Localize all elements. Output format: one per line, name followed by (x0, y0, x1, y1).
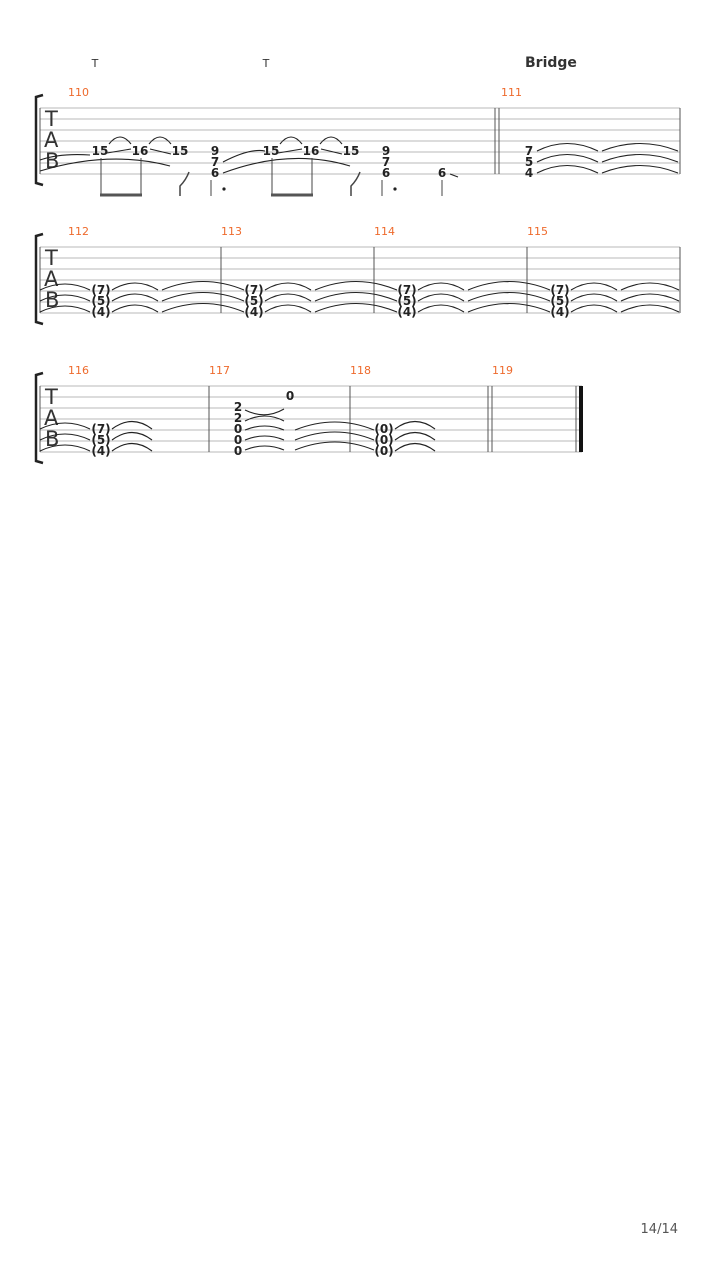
measure-number: 112 (68, 225, 89, 238)
tab-note: (4) (244, 305, 264, 319)
tab-note: 6 (381, 166, 391, 180)
tab-note: (5) (397, 294, 417, 308)
tab-note: 0 (233, 422, 243, 436)
tab-clef-t: T (45, 246, 58, 270)
tab-note: (0) (374, 422, 394, 436)
section-label: Bridge (525, 55, 577, 71)
staff-lines (40, 108, 680, 174)
tab-note: 0 (285, 389, 295, 403)
tab-note: 6 (437, 166, 447, 180)
tab-clef-b: B (45, 149, 60, 173)
tab-note: (7) (91, 283, 111, 297)
tab-clef-a: A (44, 267, 59, 291)
measure-number: 113 (221, 225, 242, 238)
tab-note: 15 (342, 144, 360, 158)
tab-note: 7 (210, 155, 220, 169)
system-2 (36, 225, 680, 324)
measure-number: 111 (501, 86, 522, 99)
tab-note: (4) (91, 305, 111, 319)
tab-note: (4) (91, 444, 111, 458)
tab-note: 15 (91, 144, 109, 158)
tab-clef-b: B (45, 427, 60, 451)
tap-marker: T (262, 57, 270, 70)
tab-note: (7) (91, 422, 111, 436)
tab-note: 0 (233, 444, 243, 458)
tab-note: 7 (524, 144, 534, 158)
tab-note: 9 (210, 144, 220, 158)
final-barline (579, 386, 583, 452)
tab-clef-t: T (45, 107, 58, 131)
measure-number: 118 (350, 364, 371, 377)
tab-note: 4 (524, 166, 534, 180)
tab-note: 16 (131, 144, 149, 158)
slurs (40, 282, 679, 313)
tab-note: 7 (381, 155, 391, 169)
measure-number: 116 (68, 364, 89, 377)
tab-note: 16 (302, 144, 320, 158)
tap-marker: T (91, 57, 99, 70)
measure-number: 117 (209, 364, 230, 377)
tab-note: (7) (550, 283, 570, 297)
tab-note: (5) (244, 294, 264, 308)
measure-number: 110 (68, 86, 89, 99)
tab-clef-t: T (45, 385, 58, 409)
tab-note: 5 (524, 155, 534, 169)
page-number: 14/14 (640, 1222, 678, 1237)
tab-note: 15 (262, 144, 280, 158)
tab-note: (4) (550, 305, 570, 319)
tab-note: (0) (374, 444, 394, 458)
staff-lines (40, 386, 582, 452)
tab-note: (0) (374, 433, 394, 447)
measure-number: 114 (374, 225, 395, 238)
tab-note: 0 (233, 433, 243, 447)
tab-note: 15 (171, 144, 189, 158)
tab-note: 2 (233, 400, 243, 414)
tab-note: (7) (244, 283, 264, 297)
tab-note: (5) (91, 433, 111, 447)
system-1 (36, 86, 680, 196)
tab-clef-a: A (44, 128, 59, 152)
rhythm-stems (100, 158, 442, 196)
tab-note: (7) (397, 283, 417, 297)
measure-number: 115 (527, 225, 548, 238)
tab-note: 9 (381, 144, 391, 158)
tab-note: (4) (397, 305, 417, 319)
measure-number: 119 (492, 364, 513, 377)
system-3 (36, 364, 583, 463)
tab-note: (5) (91, 294, 111, 308)
tab-clef-a: A (44, 406, 59, 430)
tab-note: 6 (210, 166, 220, 180)
tab-note: (5) (550, 294, 570, 308)
tab-note: 2 (233, 411, 243, 425)
tab-clef-b: B (45, 288, 60, 312)
